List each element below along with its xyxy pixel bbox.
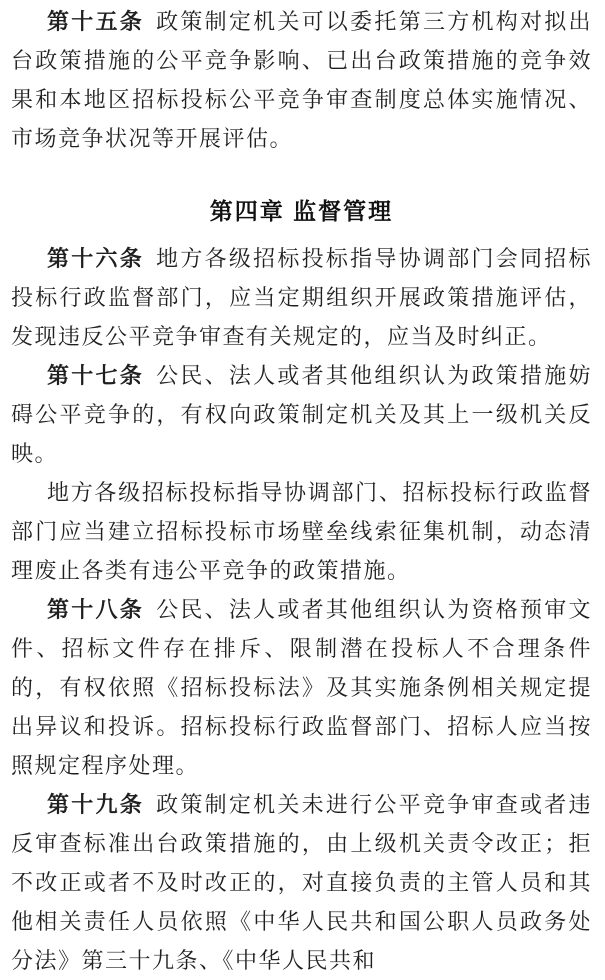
article-15-number: 第十五条 [47,9,145,34]
article-17-text: 公民、法人或者其他组织认为政策措施妨碍公平竞争的，有权向政策制定机关及其上一级机关反映。 [11,363,592,466]
paragraph-article-17 [11,356,592,473]
paragraph-article-19 [11,785,592,980]
paragraph-article-18 [11,590,592,785]
article-16-text: 地方各级招标投标指导协调部门会同招标投标行政监督部门，应当定期组织开展政策措施评估，发现违反公平竞争审查有关规定的，应当及时纠正。 [11,246,592,349]
plain-paragraph-text: 地方各级招标投标指导协调部门、招标投标行政监督部门应当建立招标投标市场壁垒线索征集机制，动态清理废止各类有违公平竞争的政策措施。 [11,480,592,583]
paragraph-article-15 [11,2,592,158]
article-18-number: 第十八条 [47,597,145,622]
article-18-text: 公民、法人或者其他组织认为资格预审文件、招标文件存在排斥、限制潜在投标人不合理条件的，有权依照《招标投标法》及其实施条例相关规定提出异议和投诉。招标投标行政监督部门、招标人应当按照规定程序处理。 [11,597,592,778]
chapter-heading: 第四章 监督管理 [209,198,394,224]
article-16-number: 第十六条 [47,246,145,271]
article-19-text: 政策制定机关未进行公平竞争审查或者违反审查标准出台政策措施的，由上级机关责令改正；拒不改正或者不及时改正的，对直接负责的主管人员和其他相关责任人员依照《中华人民共和国公职人员政务处分法》第三十九条、《中华人民共和 [11,792,592,973]
paragraph-article-16 [11,239,592,356]
article-19-number: 第十九条 [47,792,145,817]
article-17-number: 第十七条 [47,363,145,388]
article-15-text: 政策制定机关可以委托第三方机构对拟出台政策措施的公平竞争影响、已出台政策措施的竞争效果和本地区招标投标公平竞争审查制度总体实施情况、市场竞争状况等开展评估。 [11,9,592,151]
paragraph-plain [11,473,592,590]
